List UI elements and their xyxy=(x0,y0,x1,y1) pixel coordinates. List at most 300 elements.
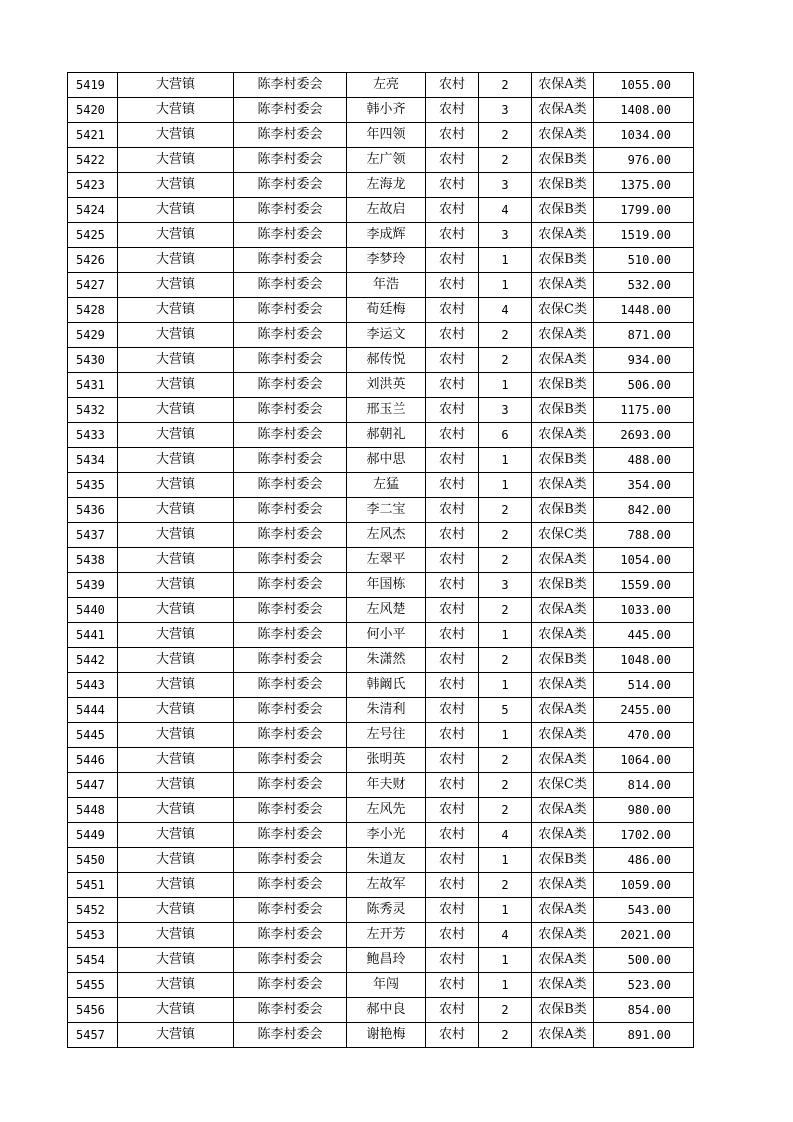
table-row xyxy=(68,873,694,898)
row-id-cell: 5439 xyxy=(68,573,118,598)
table-row xyxy=(68,98,694,123)
insurance-category-cell: 农保A类 xyxy=(532,973,594,998)
area-type-cell: 农村 xyxy=(426,448,479,473)
household-count-cell: 3 xyxy=(479,98,532,123)
table-row xyxy=(68,698,694,723)
insurance-category-cell: 农保A类 xyxy=(532,623,594,648)
town-cell: 大营镇 xyxy=(118,823,234,848)
town-cell: 大营镇 xyxy=(118,473,234,498)
amount-cell: 1519.00 xyxy=(594,223,694,248)
row-id-cell: 5447 xyxy=(68,773,118,798)
village-committee-cell: 陈李村委会 xyxy=(234,98,347,123)
insurance-category-cell: 农保A类 xyxy=(532,598,594,623)
insurance-category-cell: 农保B类 xyxy=(532,498,594,523)
village-committee-cell: 陈李村委会 xyxy=(234,148,347,173)
person-name-cell: 朱潇然 xyxy=(347,648,426,673)
area-type-cell: 农村 xyxy=(426,673,479,698)
village-committee-cell: 陈李村委会 xyxy=(234,573,347,598)
table-row xyxy=(68,523,694,548)
amount-cell: 871.00 xyxy=(594,323,694,348)
village-committee-cell: 陈李村委会 xyxy=(234,548,347,573)
town-cell: 大营镇 xyxy=(118,298,234,323)
area-type-cell: 农村 xyxy=(426,898,479,923)
table-row xyxy=(68,398,694,423)
town-cell: 大营镇 xyxy=(118,548,234,573)
household-count-cell: 2 xyxy=(479,873,532,898)
household-count-cell: 2 xyxy=(479,548,532,573)
table-row xyxy=(68,1023,694,1048)
row-id-cell: 5429 xyxy=(68,323,118,348)
village-committee-cell: 陈李村委会 xyxy=(234,323,347,348)
row-id-cell: 5423 xyxy=(68,173,118,198)
village-committee-cell: 陈李村委会 xyxy=(234,748,347,773)
person-name-cell: 年浩 xyxy=(347,273,426,298)
insurance-category-cell: 农保B类 xyxy=(532,998,594,1023)
insurance-category-cell: 农保A类 xyxy=(532,123,594,148)
village-committee-cell: 陈李村委会 xyxy=(234,273,347,298)
amount-cell: 470.00 xyxy=(594,723,694,748)
area-type-cell: 农村 xyxy=(426,598,479,623)
row-id-cell: 5444 xyxy=(68,698,118,723)
town-cell: 大营镇 xyxy=(118,148,234,173)
area-type-cell: 农村 xyxy=(426,773,479,798)
area-type-cell: 农村 xyxy=(426,923,479,948)
area-type-cell: 农村 xyxy=(426,798,479,823)
village-committee-cell: 陈李村委会 xyxy=(234,398,347,423)
household-count-cell: 1 xyxy=(479,448,532,473)
village-committee-cell: 陈李村委会 xyxy=(234,473,347,498)
household-count-cell: 1 xyxy=(479,848,532,873)
village-committee-cell: 陈李村委会 xyxy=(234,648,347,673)
row-id-cell: 5453 xyxy=(68,923,118,948)
insurance-category-cell: 农保A类 xyxy=(532,473,594,498)
town-cell: 大营镇 xyxy=(118,848,234,873)
area-type-cell: 农村 xyxy=(426,623,479,648)
village-committee-cell: 陈李村委会 xyxy=(234,798,347,823)
town-cell: 大营镇 xyxy=(118,623,234,648)
amount-cell: 2693.00 xyxy=(594,423,694,448)
household-count-cell: 1 xyxy=(479,973,532,998)
person-name-cell: 左亮 xyxy=(347,73,426,98)
village-committee-cell: 陈李村委会 xyxy=(234,298,347,323)
household-count-cell: 2 xyxy=(479,1023,532,1048)
person-name-cell: 年闯 xyxy=(347,973,426,998)
row-id-cell: 5422 xyxy=(68,148,118,173)
household-count-cell: 4 xyxy=(479,923,532,948)
row-id-cell: 5426 xyxy=(68,248,118,273)
table-row xyxy=(68,923,694,948)
person-name-cell: 左风杰 xyxy=(347,523,426,548)
person-name-cell: 左号往 xyxy=(347,723,426,748)
village-committee-cell: 陈李村委会 xyxy=(234,873,347,898)
row-id-cell: 5445 xyxy=(68,723,118,748)
insurance-category-cell: 农保A类 xyxy=(532,223,594,248)
person-name-cell: 张明英 xyxy=(347,748,426,773)
row-id-cell: 5457 xyxy=(68,1023,118,1048)
amount-cell: 1048.00 xyxy=(594,648,694,673)
household-count-cell: 2 xyxy=(479,123,532,148)
household-count-cell: 2 xyxy=(479,523,532,548)
amount-cell: 1059.00 xyxy=(594,873,694,898)
insurance-category-cell: 农保A类 xyxy=(532,98,594,123)
area-type-cell: 农村 xyxy=(426,1023,479,1048)
amount-cell: 1559.00 xyxy=(594,573,694,598)
amount-cell: 1054.00 xyxy=(594,548,694,573)
area-type-cell: 农村 xyxy=(426,98,479,123)
row-id-cell: 5430 xyxy=(68,348,118,373)
area-type-cell: 农村 xyxy=(426,148,479,173)
insurance-category-cell: 农保B类 xyxy=(532,198,594,223)
table-row xyxy=(68,498,694,523)
person-name-cell: 何小平 xyxy=(347,623,426,648)
amount-cell: 1375.00 xyxy=(594,173,694,198)
table-row xyxy=(68,248,694,273)
area-type-cell: 农村 xyxy=(426,223,479,248)
table-row xyxy=(68,123,694,148)
town-cell: 大营镇 xyxy=(118,798,234,823)
amount-cell: 445.00 xyxy=(594,623,694,648)
amount-cell: 976.00 xyxy=(594,148,694,173)
table-row xyxy=(68,198,694,223)
row-id-cell: 5421 xyxy=(68,123,118,148)
amount-cell: 1702.00 xyxy=(594,823,694,848)
town-cell: 大营镇 xyxy=(118,673,234,698)
town-cell: 大营镇 xyxy=(118,98,234,123)
person-name-cell: 左猛 xyxy=(347,473,426,498)
row-id-cell: 5456 xyxy=(68,998,118,1023)
amount-cell: 354.00 xyxy=(594,473,694,498)
insurance-category-cell: 农保B类 xyxy=(532,173,594,198)
records-table xyxy=(67,72,694,1048)
amount-cell: 532.00 xyxy=(594,273,694,298)
row-id-cell: 5435 xyxy=(68,473,118,498)
person-name-cell: 郝中良 xyxy=(347,998,426,1023)
table-row xyxy=(68,473,694,498)
town-cell: 大营镇 xyxy=(118,773,234,798)
village-committee-cell: 陈李村委会 xyxy=(234,198,347,223)
person-name-cell: 李二宝 xyxy=(347,498,426,523)
area-type-cell: 农村 xyxy=(426,198,479,223)
household-count-cell: 1 xyxy=(479,723,532,748)
amount-cell: 980.00 xyxy=(594,798,694,823)
person-name-cell: 左开芳 xyxy=(347,923,426,948)
area-type-cell: 农村 xyxy=(426,398,479,423)
insurance-category-cell: 农保B类 xyxy=(532,848,594,873)
household-count-cell: 2 xyxy=(479,323,532,348)
person-name-cell: 郝中思 xyxy=(347,448,426,473)
village-committee-cell: 陈李村委会 xyxy=(234,673,347,698)
town-cell: 大营镇 xyxy=(118,348,234,373)
village-committee-cell: 陈李村委会 xyxy=(234,248,347,273)
village-committee-cell: 陈李村委会 xyxy=(234,973,347,998)
insurance-category-cell: 农保A类 xyxy=(532,1023,594,1048)
household-count-cell: 1 xyxy=(479,273,532,298)
row-id-cell: 5440 xyxy=(68,598,118,623)
person-name-cell: 左广领 xyxy=(347,148,426,173)
amount-cell: 854.00 xyxy=(594,998,694,1023)
person-name-cell: 朱道友 xyxy=(347,848,426,873)
household-count-cell: 1 xyxy=(479,373,532,398)
insurance-category-cell: 农保A类 xyxy=(532,548,594,573)
amount-cell: 1408.00 xyxy=(594,98,694,123)
person-name-cell: 邢玉兰 xyxy=(347,398,426,423)
area-type-cell: 农村 xyxy=(426,73,479,98)
table-row xyxy=(68,948,694,973)
amount-cell: 510.00 xyxy=(594,248,694,273)
amount-cell: 788.00 xyxy=(594,523,694,548)
table-row xyxy=(68,373,694,398)
insurance-category-cell: 农保A类 xyxy=(532,323,594,348)
household-count-cell: 1 xyxy=(479,248,532,273)
insurance-category-cell: 农保B类 xyxy=(532,248,594,273)
row-id-cell: 5420 xyxy=(68,98,118,123)
area-type-cell: 农村 xyxy=(426,848,479,873)
amount-cell: 523.00 xyxy=(594,973,694,998)
person-name-cell: 朱清利 xyxy=(347,698,426,723)
household-count-cell: 1 xyxy=(479,898,532,923)
household-count-cell: 2 xyxy=(479,498,532,523)
household-count-cell: 4 xyxy=(479,823,532,848)
amount-cell: 543.00 xyxy=(594,898,694,923)
town-cell: 大营镇 xyxy=(118,423,234,448)
village-committee-cell: 陈李村委会 xyxy=(234,598,347,623)
amount-cell: 1448.00 xyxy=(594,298,694,323)
area-type-cell: 农村 xyxy=(426,423,479,448)
row-id-cell: 5452 xyxy=(68,898,118,923)
row-id-cell: 5448 xyxy=(68,798,118,823)
table-row xyxy=(68,298,694,323)
insurance-category-cell: 农保C类 xyxy=(532,298,594,323)
insurance-category-cell: 农保A类 xyxy=(532,798,594,823)
table-row xyxy=(68,348,694,373)
person-name-cell: 李梦玲 xyxy=(347,248,426,273)
row-id-cell: 5432 xyxy=(68,398,118,423)
household-count-cell: 1 xyxy=(479,948,532,973)
area-type-cell: 农村 xyxy=(426,273,479,298)
table-row xyxy=(68,323,694,348)
area-type-cell: 农村 xyxy=(426,173,479,198)
area-type-cell: 农村 xyxy=(426,298,479,323)
town-cell: 大营镇 xyxy=(118,223,234,248)
village-committee-cell: 陈李村委会 xyxy=(234,223,347,248)
town-cell: 大营镇 xyxy=(118,698,234,723)
person-name-cell: 李成辉 xyxy=(347,223,426,248)
insurance-category-cell: 农保A类 xyxy=(532,898,594,923)
table-row xyxy=(68,798,694,823)
row-id-cell: 5449 xyxy=(68,823,118,848)
household-count-cell: 3 xyxy=(479,573,532,598)
town-cell: 大营镇 xyxy=(118,123,234,148)
amount-cell: 842.00 xyxy=(594,498,694,523)
row-id-cell: 5451 xyxy=(68,873,118,898)
amount-cell: 2455.00 xyxy=(594,698,694,723)
row-id-cell: 5442 xyxy=(68,648,118,673)
area-type-cell: 农村 xyxy=(426,248,479,273)
town-cell: 大营镇 xyxy=(118,198,234,223)
area-type-cell: 农村 xyxy=(426,323,479,348)
village-committee-cell: 陈李村委会 xyxy=(234,998,347,1023)
household-count-cell: 4 xyxy=(479,298,532,323)
row-id-cell: 5455 xyxy=(68,973,118,998)
amount-cell: 486.00 xyxy=(594,848,694,873)
amount-cell: 814.00 xyxy=(594,773,694,798)
area-type-cell: 农村 xyxy=(426,973,479,998)
town-cell: 大营镇 xyxy=(118,923,234,948)
amount-cell: 1799.00 xyxy=(594,198,694,223)
household-count-cell: 2 xyxy=(479,73,532,98)
village-committee-cell: 陈李村委会 xyxy=(234,1023,347,1048)
table-row xyxy=(68,598,694,623)
insurance-category-cell: 农保A类 xyxy=(532,348,594,373)
insurance-category-cell: 农保B类 xyxy=(532,398,594,423)
table-row xyxy=(68,573,694,598)
row-id-cell: 5434 xyxy=(68,448,118,473)
area-type-cell: 农村 xyxy=(426,948,479,973)
village-committee-cell: 陈李村委会 xyxy=(234,123,347,148)
town-cell: 大营镇 xyxy=(118,398,234,423)
table-row xyxy=(68,973,694,998)
row-id-cell: 5419 xyxy=(68,73,118,98)
amount-cell: 1064.00 xyxy=(594,748,694,773)
row-id-cell: 5450 xyxy=(68,848,118,873)
person-name-cell: 左故军 xyxy=(347,873,426,898)
town-cell: 大营镇 xyxy=(118,523,234,548)
town-cell: 大营镇 xyxy=(118,448,234,473)
row-id-cell: 5427 xyxy=(68,273,118,298)
village-committee-cell: 陈李村委会 xyxy=(234,173,347,198)
row-id-cell: 5436 xyxy=(68,498,118,523)
person-name-cell: 左翠平 xyxy=(347,548,426,573)
area-type-cell: 农村 xyxy=(426,648,479,673)
insurance-category-cell: 农保A类 xyxy=(532,948,594,973)
area-type-cell: 农村 xyxy=(426,573,479,598)
insurance-category-cell: 农保A类 xyxy=(532,748,594,773)
area-type-cell: 农村 xyxy=(426,998,479,1023)
person-name-cell: 左风先 xyxy=(347,798,426,823)
insurance-category-cell: 农保B类 xyxy=(532,448,594,473)
area-type-cell: 农村 xyxy=(426,873,479,898)
village-committee-cell: 陈李村委会 xyxy=(234,698,347,723)
person-name-cell: 左故启 xyxy=(347,198,426,223)
town-cell: 大营镇 xyxy=(118,73,234,98)
row-id-cell: 5441 xyxy=(68,623,118,648)
amount-cell: 2021.00 xyxy=(594,923,694,948)
town-cell: 大营镇 xyxy=(118,648,234,673)
village-committee-cell: 陈李村委会 xyxy=(234,498,347,523)
town-cell: 大营镇 xyxy=(118,898,234,923)
village-committee-cell: 陈李村委会 xyxy=(234,823,347,848)
household-count-cell: 2 xyxy=(479,148,532,173)
household-count-cell: 1 xyxy=(479,623,532,648)
table-row xyxy=(68,73,694,98)
row-id-cell: 5428 xyxy=(68,298,118,323)
village-committee-cell: 陈李村委会 xyxy=(234,723,347,748)
table-row xyxy=(68,648,694,673)
row-id-cell: 5437 xyxy=(68,523,118,548)
village-committee-cell: 陈李村委会 xyxy=(234,448,347,473)
town-cell: 大营镇 xyxy=(118,373,234,398)
table-row xyxy=(68,448,694,473)
household-count-cell: 4 xyxy=(479,198,532,223)
town-cell: 大营镇 xyxy=(118,873,234,898)
person-name-cell: 年国栋 xyxy=(347,573,426,598)
person-name-cell: 左海龙 xyxy=(347,173,426,198)
amount-cell: 1033.00 xyxy=(594,598,694,623)
person-name-cell: 谢艳梅 xyxy=(347,1023,426,1048)
town-cell: 大营镇 xyxy=(118,573,234,598)
table-row xyxy=(68,848,694,873)
table-row xyxy=(68,173,694,198)
household-count-cell: 6 xyxy=(479,423,532,448)
area-type-cell: 农村 xyxy=(426,823,479,848)
town-cell: 大营镇 xyxy=(118,948,234,973)
amount-cell: 934.00 xyxy=(594,348,694,373)
town-cell: 大营镇 xyxy=(118,1023,234,1048)
insurance-category-cell: 农保B类 xyxy=(532,648,594,673)
table-row xyxy=(68,148,694,173)
insurance-category-cell: 农保B类 xyxy=(532,573,594,598)
area-type-cell: 农村 xyxy=(426,123,479,148)
insurance-category-cell: 农保A类 xyxy=(532,423,594,448)
row-id-cell: 5446 xyxy=(68,748,118,773)
area-type-cell: 农村 xyxy=(426,698,479,723)
household-count-cell: 1 xyxy=(479,473,532,498)
village-committee-cell: 陈李村委会 xyxy=(234,423,347,448)
town-cell: 大营镇 xyxy=(118,173,234,198)
insurance-category-cell: 农保A类 xyxy=(532,823,594,848)
household-count-cell: 2 xyxy=(479,748,532,773)
village-committee-cell: 陈李村委会 xyxy=(234,348,347,373)
row-id-cell: 5424 xyxy=(68,198,118,223)
town-cell: 大营镇 xyxy=(118,248,234,273)
table-row xyxy=(68,548,694,573)
village-committee-cell: 陈李村委会 xyxy=(234,773,347,798)
town-cell: 大营镇 xyxy=(118,998,234,1023)
insurance-category-cell: 农保A类 xyxy=(532,273,594,298)
insurance-category-cell: 农保B类 xyxy=(532,148,594,173)
row-id-cell: 5431 xyxy=(68,373,118,398)
table-row xyxy=(68,673,694,698)
area-type-cell: 农村 xyxy=(426,723,479,748)
amount-cell: 488.00 xyxy=(594,448,694,473)
insurance-category-cell: 农保C类 xyxy=(532,773,594,798)
village-committee-cell: 陈李村委会 xyxy=(234,923,347,948)
person-name-cell: 郝传悦 xyxy=(347,348,426,373)
amount-cell: 1034.00 xyxy=(594,123,694,148)
insurance-category-cell: 农保A类 xyxy=(532,673,594,698)
household-count-cell: 3 xyxy=(479,173,532,198)
village-committee-cell: 陈李村委会 xyxy=(234,73,347,98)
area-type-cell: 农村 xyxy=(426,473,479,498)
amount-cell: 500.00 xyxy=(594,948,694,973)
table-row xyxy=(68,773,694,798)
village-committee-cell: 陈李村委会 xyxy=(234,373,347,398)
amount-cell: 1175.00 xyxy=(594,398,694,423)
town-cell: 大营镇 xyxy=(118,498,234,523)
town-cell: 大营镇 xyxy=(118,748,234,773)
town-cell: 大营镇 xyxy=(118,273,234,298)
table-row xyxy=(68,423,694,448)
household-count-cell: 3 xyxy=(479,398,532,423)
village-committee-cell: 陈李村委会 xyxy=(234,948,347,973)
row-id-cell: 5454 xyxy=(68,948,118,973)
area-type-cell: 农村 xyxy=(426,523,479,548)
amount-cell: 891.00 xyxy=(594,1023,694,1048)
amount-cell: 506.00 xyxy=(594,373,694,398)
table-body xyxy=(68,73,694,1048)
person-name-cell: 韩小齐 xyxy=(347,98,426,123)
household-count-cell: 2 xyxy=(479,798,532,823)
